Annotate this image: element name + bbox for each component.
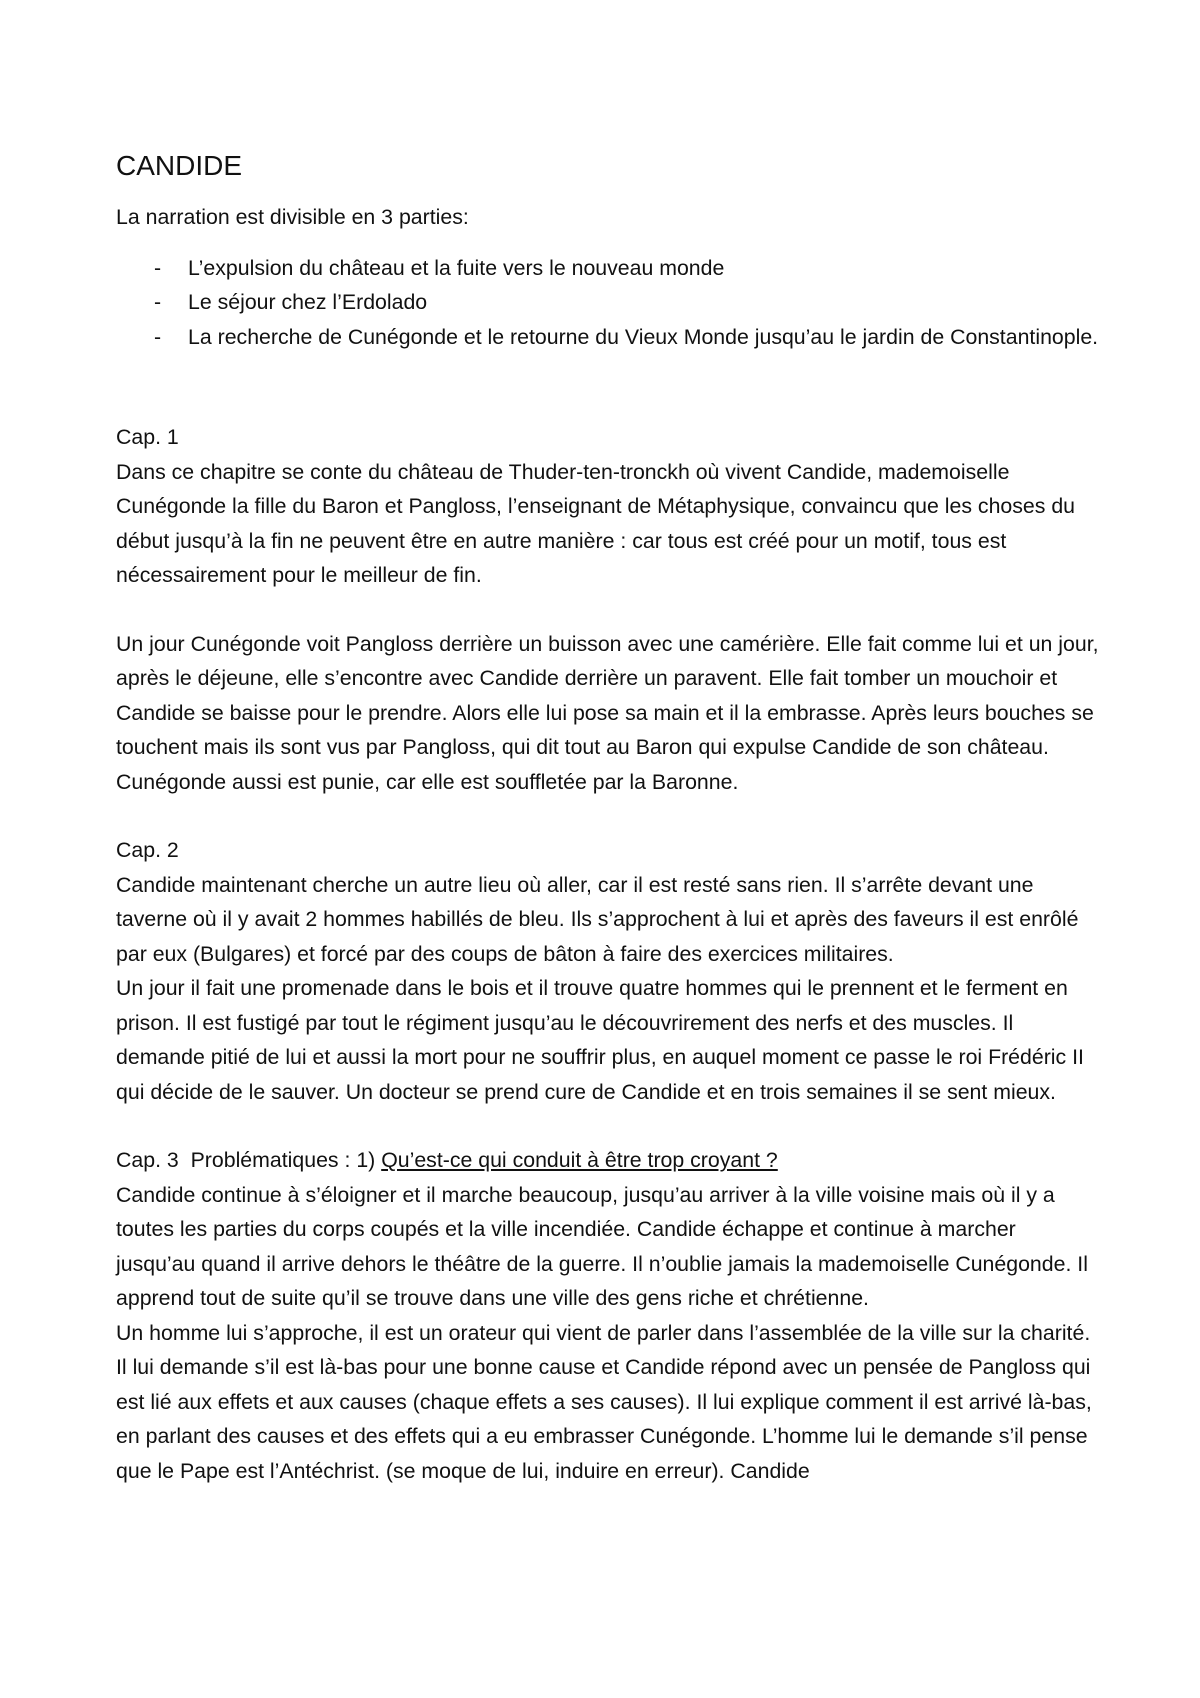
intro-text: La narration est divisible en 3 parties: [116, 205, 469, 229]
cap1-paragraph-2: Un jour Cunégonde voit Pangloss derrière un buisson avec une camérière. Elle fait comme lui et un jour, après le déjeune, elle s’encontre avec Candide derrière un paravent. Elle fait tomber un mouchoir et Candide se baisse pour le prendre. Alors elle lui pose sa main et il la embrasse. Après leurs bouches se touchent mais ils sont vus par Pangloss, qui dit tout au Baron qui expulse Candide de son château. Cunégonde aussi est punie, car elle est souffletée par la Baronne. [116, 631, 1099, 794]
list-item: - Le séjour chez l’Erdolado [116, 285, 1100, 320]
cap1-heading: Cap. 1 [116, 425, 179, 449]
cap3-problem-question: Qu’est-ce qui conduit à être trop croyant ? [381, 1148, 778, 1172]
cap3-paragraph-1: Candide continue à s’éloigner et il marche beaucoup, jusqu’au arriver à la ville voisine mais où il y a toutes les parties du corps coupés et la ville incendiée. Candide échappe et continue à marcher jusqu’au quand il arrive dehors le théâtre de la guerre. Il n’oublie jamais la mademoiselle Cunégonde. Il apprend tout de suite qu’il se trouve dans une ville des gens riche et chrétienne. [116, 1182, 1088, 1310]
cap2-heading: Cap. 2 [116, 838, 179, 862]
cap3-heading-line [116, 1143, 1100, 1178]
cap2-paragraph-1: Candide maintenant cherche un autre lieu où aller, car il est resté sans rien. Il s’arrête devant une taverne où il y avait 2 hommes habillés de bleu. Ils s’approchent à lui et après des faveurs il est enrôlé par eux (Bulgares) et forcé par des coups de bâton à faire des exercices militaires. [116, 872, 1079, 966]
cap3-problem-label: Problématiques : 1) [190, 1148, 376, 1172]
cap3-paragraph-2: Un homme lui s’approche, il est un orateur qui vient de parler dans l’assemblée de la ville sur la charité. Il lui demande s’il est là-bas pour une bonne cause et Candide répond avec un pensée de Pangloss qui est lié aux effets et aux causes (chaque effets a ses causes). Il lui explique comment il est arrivé là-bas, en parlant des causes et des effets qui a eu embrasser Cunégonde. L’homme lui le demande s’il pense que le Pape est l’Antéchrist. (se moque de lui, induire en erreur). Candide [116, 1320, 1092, 1483]
list-item: - La recherche de Cunégonde et le retourne du Vieux Monde jusqu’au le jardin de Constantinople. [116, 320, 1100, 355]
cap1-paragraph-1: Dans ce chapitre se conte du château de Thuder-ten-tronckh où vivent Candide, mademoiselle Cunégonde la fille du Baron et Pangloss, l’enseignant de Métaphysique, convaincu que les choses du début jusqu’à la fin ne peuvent être en autre manière : car tous est créé pour un motif, tous est nécessairement pour le meilleur de fin. [116, 459, 1076, 587]
parts-list [116, 251, 1100, 355]
cap3-heading: Cap. 3 [116, 1148, 179, 1172]
list-item: - L’expulsion du château et la fuite vers le nouveau monde [116, 251, 1100, 286]
document-title: CANDIDE [116, 150, 243, 181]
cap2-paragraph-2: Un jour il fait une promenade dans le bois et il trouve quatre hommes qui le prennent et le ferment en prison. Il est fustigé par tout le régiment jusqu’au le découvrirement des nerfs et des muscles. Il demande pitié de lui et aussi la mort pour ne souffrir plus, en auquel moment ce passe le roi Frédéric II qui décide de le sauver. Un docteur se prend cure de Candide et en trois semaines il se sent mieux. [116, 976, 1084, 1104]
